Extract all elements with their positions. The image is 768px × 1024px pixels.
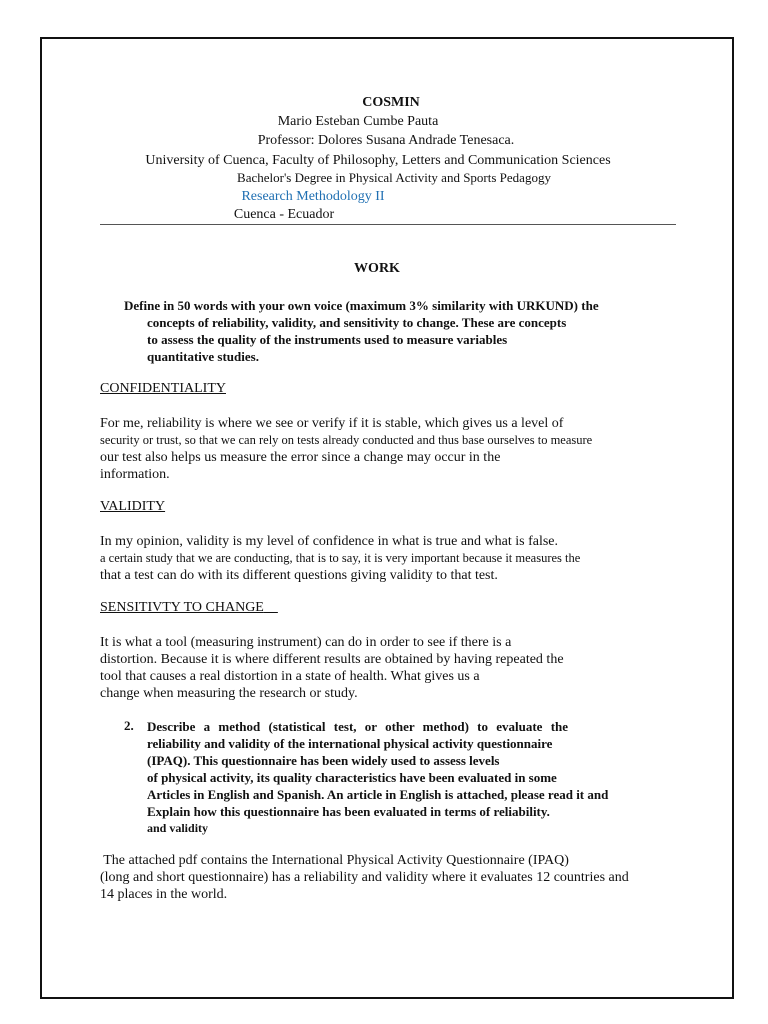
question-2-line: reliability and validity of the international physical activity questionnaire: [147, 736, 553, 751]
question-1: [124, 297, 599, 365]
paragraph-line: our test also helps us measure the error since a change may occur in the: [100, 450, 501, 465]
paragraph-line: It is what a tool (measuring instrument) can do in order to see if there is a: [100, 635, 512, 650]
confidentiality-paragraph: [100, 415, 592, 483]
question-2-line: Articles in English and Spanish. An article in English is attached, please read it and: [147, 787, 609, 802]
validity-heading: VALIDITY: [100, 499, 166, 514]
paragraph-line: 14 places in the world.: [100, 887, 228, 902]
paragraph-line: that a test can do with its different questions giving validity to that test.: [100, 568, 498, 583]
question-2-line: Describe a method (statistical test, or other method) to evaluate the: [147, 719, 569, 734]
question-2-number: 2.: [124, 718, 134, 733]
paragraph-line: (long and short questionnaire) has a reliability and validity where it evaluates 12 countries and: [100, 870, 629, 885]
confidentiality-heading: CONFIDENTIALITY: [100, 381, 226, 396]
header-divider: [100, 224, 676, 225]
paragraph-line: a certain study that we are conducting, that is to say, it is very important because it measures the: [100, 551, 581, 565]
question-2: [147, 718, 608, 837]
degree-name: Bachelor's Degree in Physical Activity and Sports Pedagogy: [237, 170, 551, 185]
question-1-line: concepts of reliability, validity, and sensitivity to change. These are concepts: [147, 315, 567, 330]
work-heading: WORK: [354, 261, 400, 276]
validity-paragraph: [100, 533, 580, 584]
question-2-line: of physical activity, its quality characteristics have been evaluated in some: [147, 770, 557, 785]
question-2-line: and validity: [147, 821, 209, 835]
location: Cuenca - Ecuador: [233, 207, 335, 222]
question-1-line: quantitative studies.: [147, 349, 259, 364]
paragraph-line: distortion. Because it is where different results are obtained by having repeated the: [100, 652, 564, 667]
answer-2-paragraph: [100, 852, 629, 903]
university-name: University of Cuenca, Faculty of Philosophy, Letters and Communication Sciences: [145, 153, 611, 168]
paragraph-line: information.: [100, 467, 170, 482]
document-title: COSMIN: [362, 95, 420, 110]
paragraph-line: security or trust, so that we can rely on tests already conducted and thus base ourselves to measure: [100, 433, 593, 447]
author-name: Mario Esteban Cumbe Pauta: [277, 114, 439, 129]
paragraph-line: For me, reliability is where we see or verify if it is stable, which gives us a level of: [100, 416, 564, 431]
paragraph-line: tool that causes a real distortion in a state of health. What gives us a: [100, 669, 480, 684]
sensitivity-heading-text: SENSITIVTY TO CHANGE: [100, 600, 264, 615]
question-1-line: Define in 50 words with your own voice (maximum 3% similarity with URKUND) the: [124, 298, 599, 313]
paragraph-line: In my opinion, validity is my level of confidence in what is true and what is false.: [100, 534, 559, 549]
sensitivity-heading: [100, 600, 278, 616]
course-name: Research Methodology II: [241, 189, 385, 204]
paragraph-line: The attached pdf contains the International Physical Activity Questionnaire (IPAQ): [100, 853, 569, 868]
question-1-line: to assess the quality of the instruments used to measure variables: [147, 332, 508, 347]
professor-name: Professor: Dolores Susana Andrade Tenesaca.: [257, 133, 515, 148]
paragraph-line: change when measuring the research or study.: [100, 686, 358, 701]
question-2-line: Explain how this questionnaire has been evaluated in terms of reliability.: [147, 804, 550, 819]
sensitivity-paragraph: [100, 634, 564, 702]
question-2-line: (IPAQ). This questionnaire has been widely used to assess levels: [147, 753, 500, 768]
